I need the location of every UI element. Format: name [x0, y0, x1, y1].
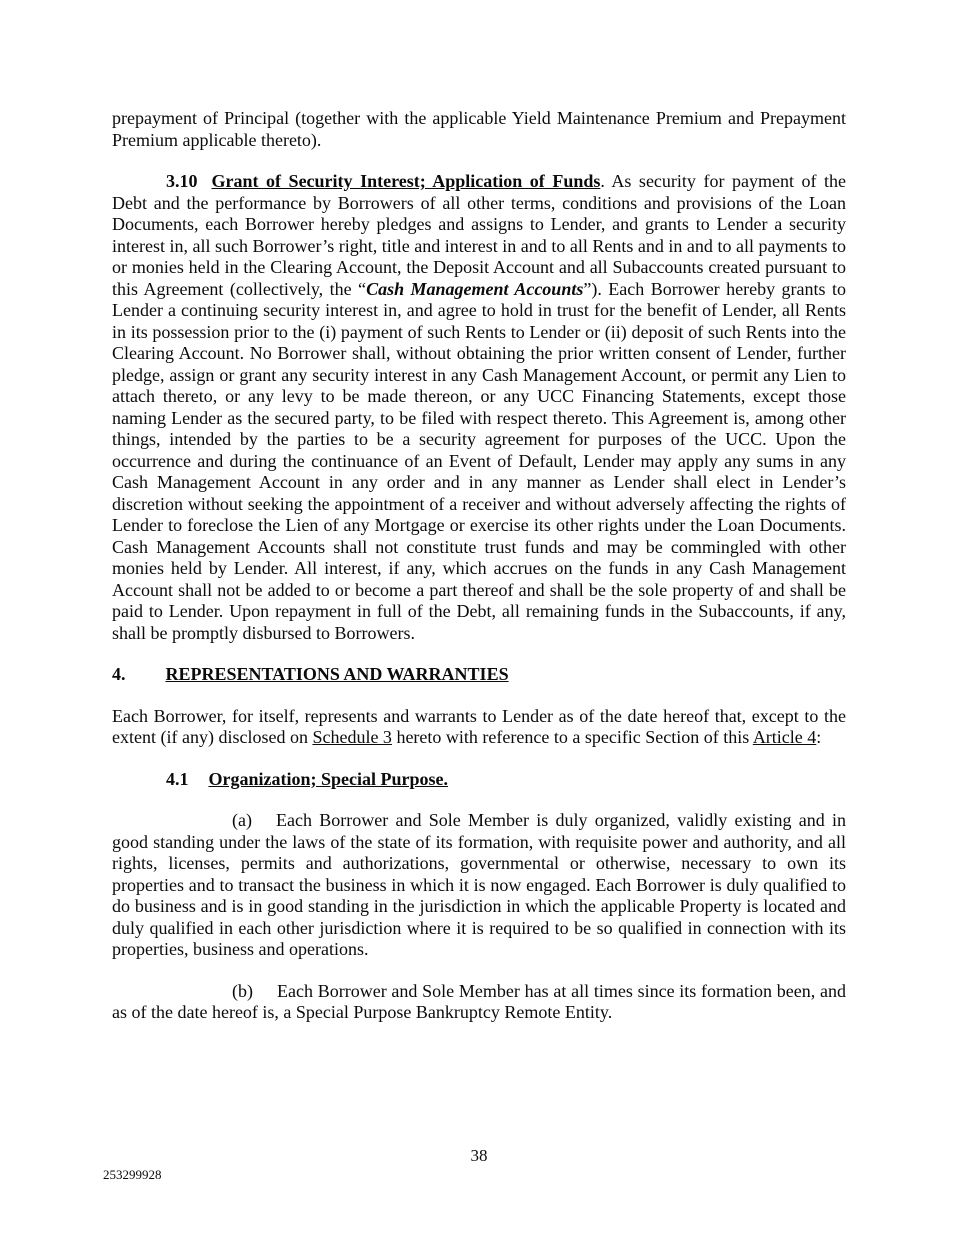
- tab-spacer: [252, 825, 276, 826]
- section-3-10-body-before-term: . As security for payment of the Debt and the performance by Borrowers of all other terms, conditions and provisions of the Loan Documents, each Borrower hereby pledges and assigns to Lender, and grants to Lender a security interest in, all such Borrower’s right, title and interest in and to all Rents and in and to all payments to or monies held in the Clearing Account, the Deposit Account and all Subaccounts created pursuant to this Agreement (collectively, the “: [112, 171, 846, 299]
- page-content: [112, 108, 846, 1044]
- article-4-number: 4.: [112, 664, 126, 684]
- tab-spacer: [126, 679, 166, 680]
- tab-spacer: [189, 784, 209, 785]
- section-3-10-heading: Grant of Security Interest; Application of Funds: [211, 171, 601, 191]
- defined-term-cash-management-accounts: Cash Management Accounts: [366, 278, 584, 299]
- document-id-footer: 253299928: [103, 1167, 162, 1182]
- article-4-heading-line: [112, 664, 846, 686]
- item-b-text: Each Borrower and Sole Member has at all times since its formation been, and as of the date hereof is, a Special Purpose Bankruptcy Remote Entity.: [112, 980, 846, 1022]
- section-4-1-heading-line: [112, 769, 846, 791]
- article-4-intro-paragraph: [112, 706, 846, 749]
- section-4-1-item-a: [112, 810, 846, 961]
- paragraph-continuation: [112, 108, 846, 151]
- section-3-10-body-after-term: ”). Each Borrower hereby grants to Lender a continuing security interest in, and agree to hold in trust for the benefit of Lender, all Rents in its possession prior to the (i) payment of such Rents to Lender or (ii) deposit of such Rents into the Clearing Account. No Borrower shall, without obtaining the prior written consent of Lender, further pledge, assign or grant any security interest in any Cash Management Account, or permit any Lien to attach thereto, or any levy to be made thereon, or any UCC Financing Statements, except those naming Lender as the secured party, to be filed with respect thereto. This Agreement is, among other things, intended by the parties to be a security agreement for purposes of the UCC. Upon the occurrence and during the continuance of an Event of Default, Lender may apply any sums in any Cash Management Account in any order and in any manner as Lender shall elect in Lender’s discretion without seeking the appointment of a receiver and without adversely affecting the rights of Lender to foreclose the Lien of any Mortgage or exercise its other rights under the Loan Documents. Cash Management Accounts shall not constitute trust funds and may be commingled with other monies held by Lender. All interest, if any, which accrues on the funds in any Cash Management Account shall not be added to or become a part thereof and shall be the sole property of and shall be paid to Lender. Upon repayment in full of the Debt, all remaining funds in the Subaccounts, if any, shall be promptly disbursed to Borrowers.: [112, 278, 846, 643]
- article-4-intro-middle: hereto with reference to a specific Section of this: [391, 727, 753, 747]
- tab-spacer: [198, 186, 212, 187]
- article-4-heading: REPRESENTATIONS AND WARRANTIES: [165, 664, 509, 684]
- section-3-10-number: 3.10: [166, 171, 198, 191]
- section-3-10-paragraph: [112, 171, 846, 644]
- item-a-label: (a): [232, 810, 252, 830]
- tab-spacer: [253, 996, 277, 997]
- schedule-3-reference: Schedule 3: [312, 727, 392, 747]
- section-4-1-number: 4.1: [166, 768, 189, 789]
- paragraph-continuation-text: prepayment of Principal (together with the applicable Yield Maintenance Premium and Prepayment Premium applicable thereto).: [112, 108, 846, 150]
- item-b-label: (b): [232, 980, 253, 1001]
- page-number: 38: [470, 1146, 488, 1165]
- item-a-text: Each Borrower and Sole Member is duly organized, validly existing and in good standing under the laws of the state of its formation, with requisite power and authority, and all rights, licenses, permits and authorizations, governmental or otherwise, necessary to own its properties and to transact the business in which it is now engaged. Each Borrower is duly qualified to do business and is in good standing in the jurisdiction in which the applicable Property is located and duly qualified in each other jurisdiction where it is required to be so qualified in connection with its properties, business and operations.: [112, 810, 846, 959]
- section-4-1-item-b: [112, 981, 846, 1024]
- section-4-1-heading: Organization; Special Purpose.: [208, 768, 448, 789]
- article-4-intro-before: Each Borrower, for itself, represents and warrants to Lender as of the date hereof that, except to the extent (if any) disclosed on: [112, 705, 846, 747]
- article-4-reference: Article 4: [752, 727, 817, 747]
- article-4-intro-colon: :: [816, 727, 822, 747]
